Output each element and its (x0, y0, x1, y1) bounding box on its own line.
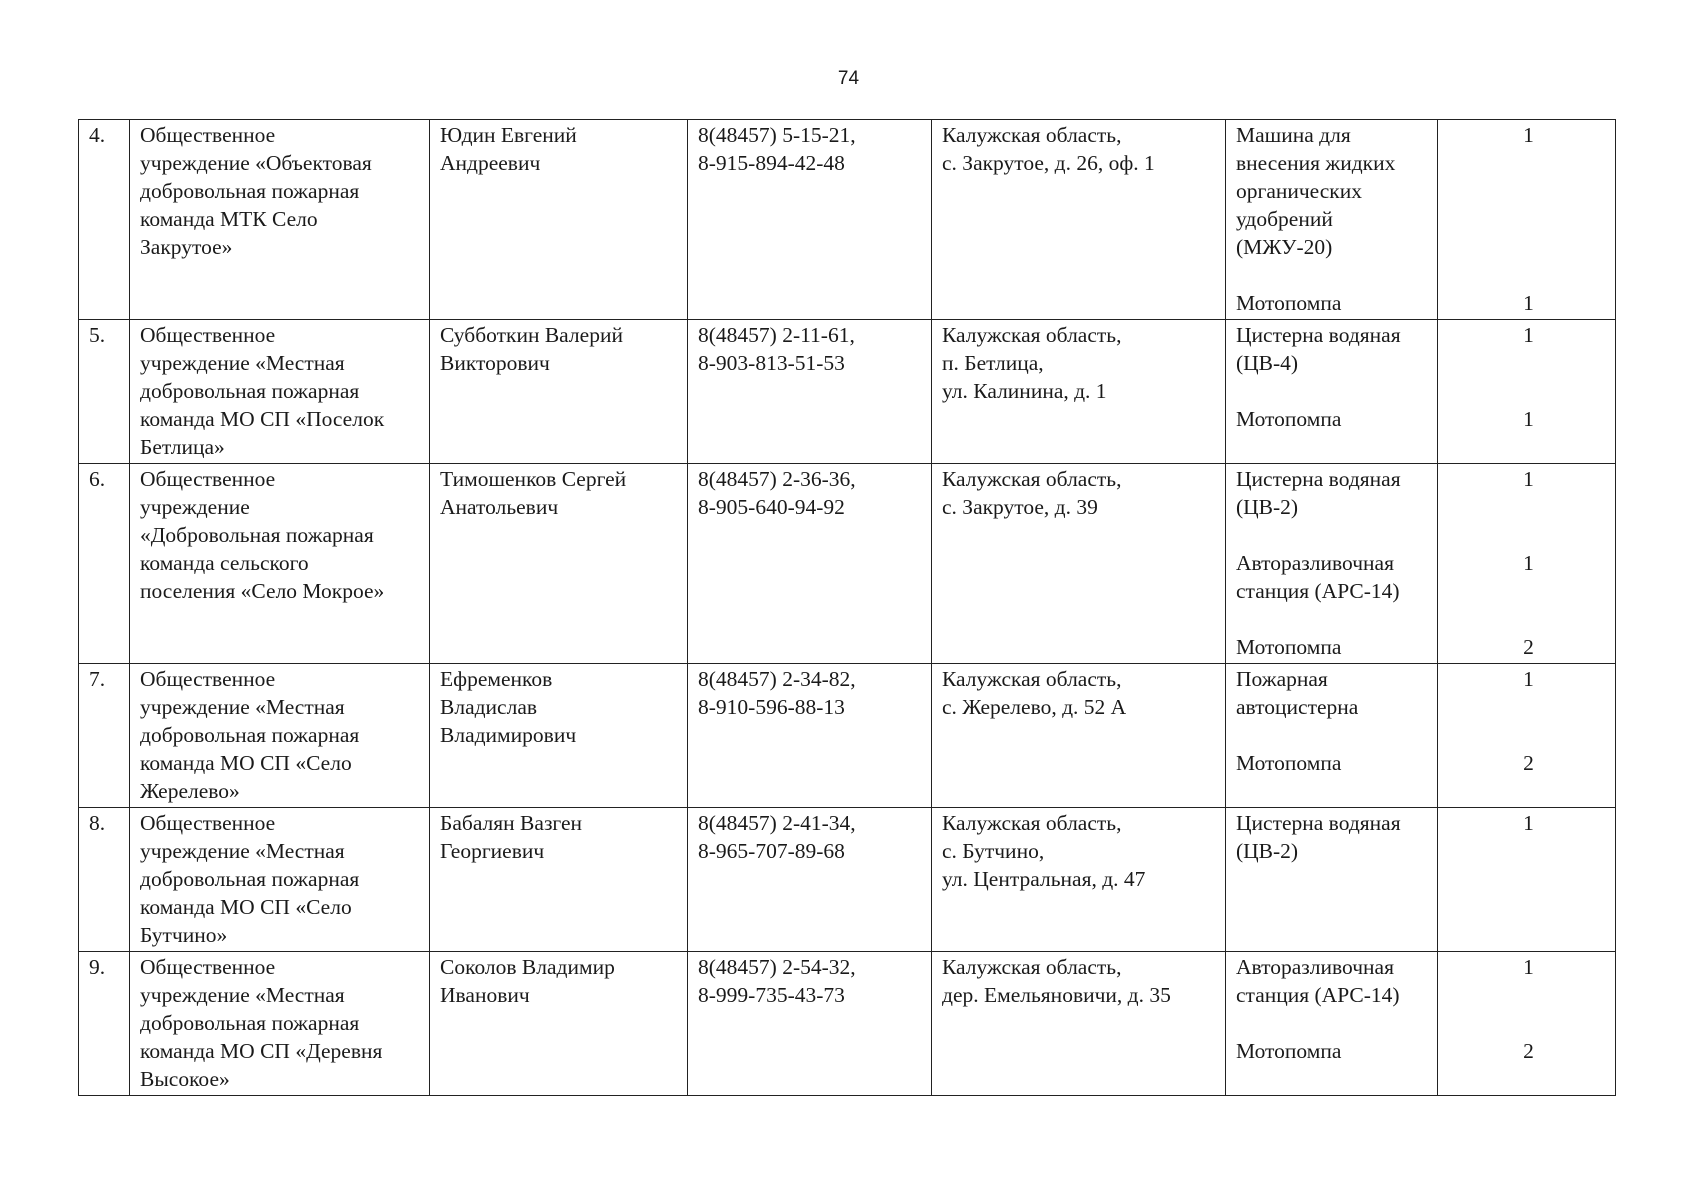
address-cell (932, 320, 1226, 464)
phone-line: 8-905-640-94-92 (698, 495, 845, 519)
spacer (1448, 981, 1609, 1009)
organization-line: Общественное (140, 123, 276, 147)
phone-line: 8-999-735-43-73 (698, 983, 845, 1007)
organization-line: добровольная пожарная (140, 379, 360, 403)
address-line: с. Закрутое, д. 26, оф. 1 (942, 151, 1155, 175)
equipment-quantity: 2 (1523, 1039, 1534, 1063)
equipment-quantity: 1 (1523, 955, 1534, 979)
organization-cell (130, 464, 430, 664)
equipment-name: Машина для (1236, 123, 1351, 147)
table-row (79, 120, 1616, 320)
quantity-cell (1438, 952, 1616, 1096)
equipment-name: Мотопомпа (1236, 635, 1342, 659)
table-row (79, 320, 1616, 464)
phone-line: 8(48457) 2-36-36, (698, 467, 856, 491)
spacer (1236, 605, 1431, 633)
head-name-line: Юдин Евгений (440, 123, 577, 147)
table-row (79, 808, 1616, 952)
organization-line: поселения «Село Мокрое» (140, 579, 385, 603)
head-name-line: Викторович (440, 351, 550, 375)
organization-line: Бетлица» (140, 435, 225, 459)
equipment-name: Цистерна водяная (1236, 323, 1401, 347)
row-number-cell: 5. (79, 320, 130, 464)
equipment-name: Мотопомпа (1236, 751, 1342, 775)
address-line: ул. Центральная, д. 47 (942, 867, 1146, 891)
row-number-cell: 4. (79, 120, 130, 320)
organization-line: добровольная пожарная (140, 723, 360, 747)
organization-line: команда МТК Село (140, 207, 318, 231)
equipment-name: внесения жидких (1236, 151, 1396, 175)
head-name-line: Бабалян Вазген (440, 811, 583, 835)
phone-line: 8(48457) 2-54-32, (698, 955, 856, 979)
equipment-name: Мотопомпа (1236, 407, 1342, 431)
table-row (79, 464, 1616, 664)
phone-line: 8(48457) 2-41-34, (698, 811, 856, 835)
page-number: 74 (837, 68, 860, 89)
spacer (1448, 721, 1609, 749)
address-line: Калужская область, (942, 123, 1122, 147)
spacer (1448, 577, 1609, 605)
address-line: с. Бутчино, (942, 839, 1045, 863)
equipment-name: автоцистерна (1236, 695, 1359, 719)
organization-line: Общественное (140, 667, 276, 691)
equipment-name: Мотопомпа (1236, 1039, 1342, 1063)
equipment-quantity: 1 (1523, 123, 1534, 147)
head-name-cell (430, 464, 688, 664)
spacer (1236, 1009, 1431, 1037)
quantity-cell (1438, 664, 1616, 808)
head-name-cell (430, 320, 688, 464)
phone-line: 8(48457) 2-11-61, (698, 323, 855, 347)
phones-cell (688, 464, 932, 664)
organization-line: команда МО СП «Поселок (140, 407, 385, 431)
row-number-cell: 9. (79, 952, 130, 1096)
phone-line: 8-903-813-51-53 (698, 351, 845, 375)
address-cell (932, 464, 1226, 664)
equipment-name: (ЦВ-2) (1236, 495, 1299, 519)
spacer (1236, 377, 1431, 405)
quantity-cell (1438, 320, 1616, 464)
address-line: ул. Калинина, д. 1 (942, 379, 1107, 403)
head-name-cell (430, 952, 688, 1096)
equipment-quantity: 1 (1523, 323, 1534, 347)
spacer (1448, 837, 1609, 865)
head-name-line: Тимошенков Сергей (440, 467, 627, 491)
organization-cell (130, 320, 430, 464)
spacer (1236, 721, 1431, 749)
spacer (1448, 693, 1609, 721)
organization-line: команда сельского (140, 551, 309, 575)
spacer (1236, 521, 1431, 549)
head-name-line: Анатольевич (440, 495, 559, 519)
organization-line: Общественное (140, 811, 276, 835)
fire-brigades-table (78, 119, 1616, 1096)
equipment-cell (1226, 320, 1438, 464)
table-body (79, 120, 1616, 1096)
equipment-quantity: 1 (1523, 291, 1534, 315)
address-cell (932, 120, 1226, 320)
spacer (1448, 261, 1609, 289)
address-line: Калужская область, (942, 811, 1122, 835)
phones-cell (688, 320, 932, 464)
equipment-name: станция (АРС-14) (1236, 579, 1400, 603)
equipment-quantity: 2 (1523, 751, 1534, 775)
equipment-quantity: 1 (1523, 551, 1534, 575)
address-line: Калужская область, (942, 667, 1122, 691)
organization-line: добровольная пожарная (140, 867, 360, 891)
address-line: с. Жерелево, д. 52 А (942, 695, 1127, 719)
equipment-quantity: 1 (1523, 467, 1534, 491)
table-row (79, 664, 1616, 808)
phone-line: 8-965-707-89-68 (698, 839, 845, 863)
spacer (1448, 233, 1609, 261)
equipment-name: Цистерна водяная (1236, 467, 1401, 491)
organization-line: учреждение «Объектовая (140, 151, 372, 175)
equipment-name: (ЦВ-2) (1236, 839, 1299, 863)
organization-line: добровольная пожарная (140, 1011, 360, 1035)
head-name-line: Ефременков (440, 667, 553, 691)
phone-line: 8-915-894-42-48 (698, 151, 845, 175)
organization-line: Общественное (140, 467, 276, 491)
organization-line: Жерелево» (140, 779, 240, 803)
equipment-quantity: 2 (1523, 635, 1534, 659)
phones-cell (688, 120, 932, 320)
row-number-cell: 6. (79, 464, 130, 664)
address-line: Калужская область, (942, 955, 1122, 979)
head-name-line: Георгиевич (440, 839, 545, 863)
address-line: п. Бетлица, (942, 351, 1044, 375)
organization-line: команда МО СП «Село (140, 895, 352, 919)
spacer (1448, 521, 1609, 549)
phone-line: 8(48457) 2-34-82, (698, 667, 856, 691)
equipment-name: станция (АРС-14) (1236, 983, 1400, 1007)
address-line: Калужская область, (942, 323, 1122, 347)
head-name-line: Иванович (440, 983, 530, 1007)
organization-line: команда МО СП «Деревня (140, 1039, 383, 1063)
equipment-name: (МЖУ-20) (1236, 235, 1333, 259)
phones-cell (688, 952, 932, 1096)
equipment-cell (1226, 120, 1438, 320)
spacer (1448, 177, 1609, 205)
equipment-cell (1226, 808, 1438, 952)
organization-line: учреждение (140, 495, 250, 519)
address-line: Калужская область, (942, 467, 1122, 491)
head-name-line: Владислав (440, 695, 538, 719)
spacer (1448, 377, 1609, 405)
spacer (1448, 149, 1609, 177)
address-line: дер. Емельяновичи, д. 35 (942, 983, 1171, 1007)
table-row (79, 952, 1616, 1096)
organization-line: Бутчино» (140, 923, 228, 947)
spacer (1236, 261, 1431, 289)
organization-line: «Добровольная пожарная (140, 523, 374, 547)
organization-line: Закрутое» (140, 235, 233, 259)
organization-line: учреждение «Местная (140, 839, 345, 863)
equipment-quantity: 1 (1523, 667, 1534, 691)
address-cell (932, 952, 1226, 1096)
head-name-line: Владимирович (440, 723, 577, 747)
equipment-quantity: 1 (1523, 407, 1534, 431)
organization-line: команда МО СП «Село (140, 751, 352, 775)
phones-cell (688, 664, 932, 808)
equipment-cell (1226, 464, 1438, 664)
head-name-cell (430, 120, 688, 320)
spacer (1448, 205, 1609, 233)
row-number-cell: 7. (79, 664, 130, 808)
equipment-name: органических (1236, 179, 1363, 203)
equipment-name: Мотопомпа (1236, 291, 1342, 315)
organization-line: учреждение «Местная (140, 695, 345, 719)
quantity-cell (1438, 808, 1616, 952)
organization-line: учреждение «Местная (140, 983, 345, 1007)
equipment-name: Пожарная (1236, 667, 1328, 691)
equipment-name: Авторазливочная (1236, 955, 1394, 979)
spacer (1448, 605, 1609, 633)
quantity-cell (1438, 464, 1616, 664)
organization-line: Общественное (140, 955, 276, 979)
organization-cell (130, 120, 430, 320)
phone-line: 8(48457) 5-15-21, (698, 123, 856, 147)
equipment-name: Авторазливочная (1236, 551, 1394, 575)
equipment-name: удобрений (1236, 207, 1333, 231)
quantity-cell (1438, 120, 1616, 320)
organization-line: добровольная пожарная (140, 179, 360, 203)
address-line: с. Закрутое, д. 39 (942, 495, 1098, 519)
row-number-cell: 8. (79, 808, 130, 952)
address-cell (932, 664, 1226, 808)
equipment-cell (1226, 952, 1438, 1096)
equipment-name: Цистерна водяная (1236, 811, 1401, 835)
organization-line: Высокое» (140, 1067, 230, 1091)
equipment-quantity: 1 (1523, 811, 1534, 835)
head-name-line: Субботкин Валерий (440, 323, 623, 347)
phone-line: 8-910-596-88-13 (698, 695, 845, 719)
equipment-cell (1226, 664, 1438, 808)
spacer (1448, 1009, 1609, 1037)
head-name-line: Соколов Владимир (440, 955, 615, 979)
organization-line: Общественное (140, 323, 276, 347)
address-cell (932, 808, 1226, 952)
equipment-name: (ЦВ-4) (1236, 351, 1299, 375)
head-name-cell (430, 808, 688, 952)
spacer (1448, 493, 1609, 521)
organization-cell (130, 664, 430, 808)
phones-cell (688, 808, 932, 952)
organization-line: учреждение «Местная (140, 351, 345, 375)
organization-cell (130, 952, 430, 1096)
head-name-cell (430, 664, 688, 808)
head-name-line: Андреевич (440, 151, 541, 175)
organization-cell (130, 808, 430, 952)
spacer (1448, 349, 1609, 377)
